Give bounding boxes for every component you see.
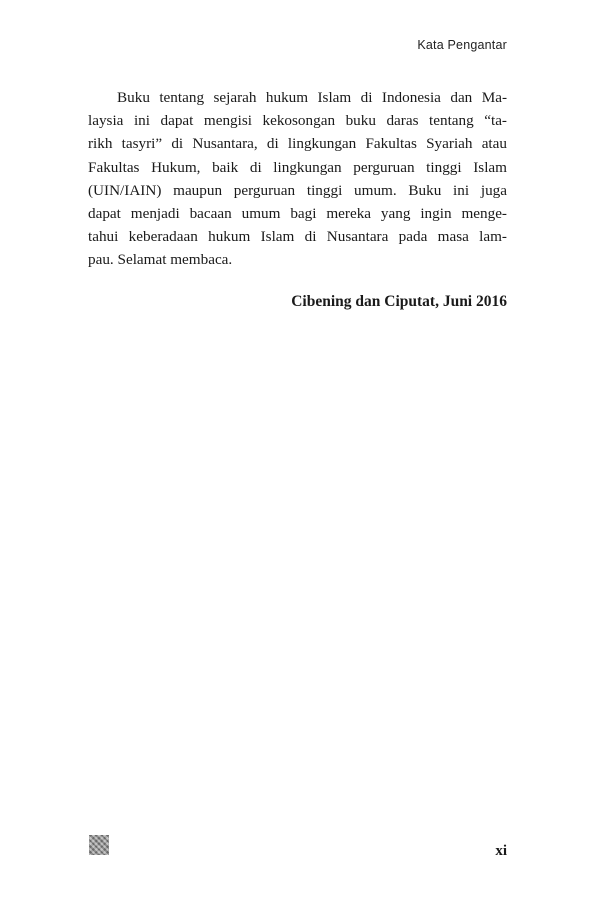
paragraph-line: pau. Selamat membaca. bbox=[88, 251, 233, 269]
printer-mark-icon bbox=[89, 835, 109, 855]
page-number: xi bbox=[495, 843, 507, 859]
paragraph-line: Buku tentang sejarah hukum Islam di Indonesia dan Ma- bbox=[117, 89, 507, 106]
paragraph-line: Fakultas Hukum, baik di lingkungan perguruan tinggi Islam bbox=[88, 158, 507, 176]
paragraph-line: tahui keberadaan hukum Islam di Nusantara pada masa lam- bbox=[88, 228, 507, 246]
paragraph-line: dapat menjadi bacaan umum bagi mereka yang ingin menge- bbox=[88, 205, 507, 223]
paragraph-line: laysia ini dapat mengisi kekosongan buku daras tentang “ta- bbox=[88, 112, 507, 130]
page-content bbox=[88, 86, 507, 311]
body-paragraph bbox=[88, 86, 507, 272]
paragraph-line: (UIN/IAIN) maupun perguruan tinggi umum. Buku ini juga bbox=[88, 181, 507, 199]
paragraph-line: rikh tasyri” di Nusantara, di lingkungan Fakultas Syariah atau bbox=[88, 135, 507, 153]
place-date-signature: Cibening dan Ciputat, Juni 2016 bbox=[291, 292, 507, 310]
running-header: Kata Pengantar bbox=[417, 38, 507, 52]
